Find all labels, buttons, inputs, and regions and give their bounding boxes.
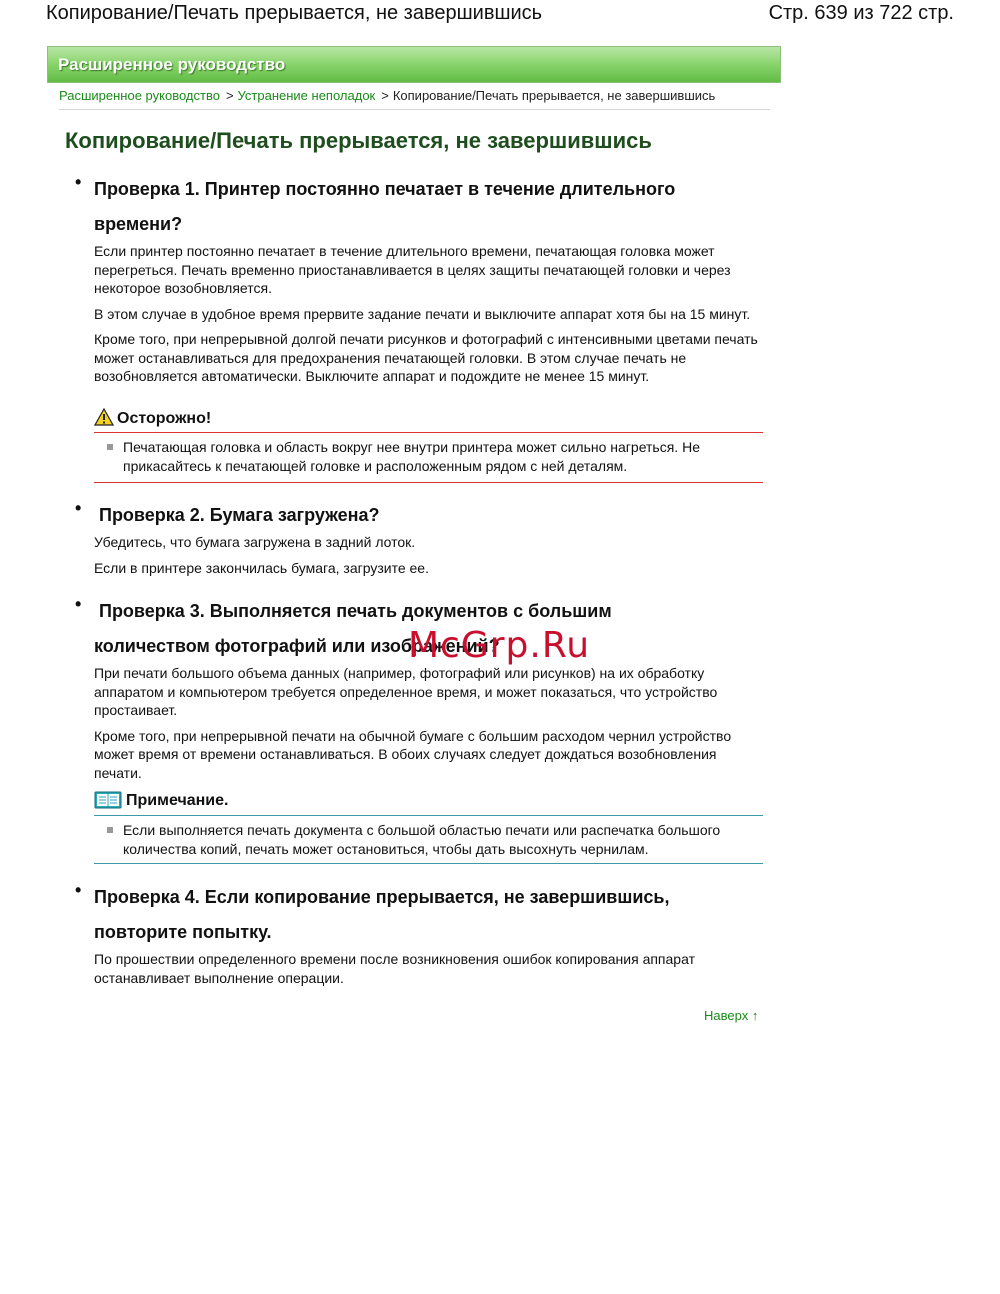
check-section-3	[75, 594, 775, 789]
book-icon	[94, 790, 122, 810]
page-title: Копирование/Печать прерывается, не завершившись	[65, 128, 652, 153]
bullet-icon: •	[75, 594, 82, 614]
check-3-paragraph-1: При печати большого объема данных (например, фотографий или рисунков) на их обработку аппаратом и компьютером требуется определенное время, и может показаться, что устройство простаивает.	[94, 665, 718, 718]
breadcrumb-separator: >	[381, 88, 389, 103]
check-2-paragraph-1: Убедитесь, что бумага загружена в задний лоток.	[94, 534, 416, 550]
check-4-title	[94, 880, 775, 950]
caution-title: Осторожно!	[117, 410, 212, 427]
check-1-title	[94, 172, 775, 242]
bullet-icon: •	[75, 880, 82, 900]
check-1-paragraph-2: В этом случае в удобное время прервите задание печати и выключите аппарат хотя бы на 15 минут.	[94, 305, 751, 322]
note-header	[94, 790, 763, 816]
page-header	[0, 0, 1000, 34]
check-3-title-line2: количеством фотографий или изображений?	[94, 636, 500, 656]
check-section-4	[75, 880, 775, 994]
square-bullet-icon	[107, 444, 113, 450]
check-1-title-line1: Проверка 1. Принтер постоянно печатает в течение длительного	[94, 179, 676, 199]
warning-icon	[94, 408, 114, 426]
check-1-title-line2: времени?	[94, 214, 183, 234]
arrow-up-icon: ↑	[751, 1008, 759, 1023]
check-2-title: Проверка 2. Бумага загружена?	[99, 505, 380, 525]
note-box	[94, 790, 763, 864]
bullet-icon: •	[75, 172, 82, 192]
check-1-paragraph-1: Если принтер постоянно печатает в течение длительного времени, печатающая головка может перегреться. Печать временно приостанавливается в целях защиты печатающей головки и через некоторое возобновляется.	[94, 243, 731, 296]
check-4-title-line1: Проверка 4. Если копирование прерывается, не завершившись,	[94, 887, 670, 907]
breadcrumb	[59, 88, 770, 110]
breadcrumb-current: Копирование/Печать прерывается, не завершившись	[392, 88, 716, 103]
caution-item	[94, 438, 763, 475]
square-bullet-icon	[107, 827, 113, 833]
check-2-paragraph-2: Если в принтере закончилась бумага, загрузите ее.	[94, 559, 429, 576]
back-to-top-label: Наверх	[704, 1008, 749, 1023]
breadcrumb-separator: >	[225, 88, 234, 103]
check-3-paragraph-2: Кроме того, при непрерывной печати на обычной бумаге с большим расходом чернил устройство может время от времени останавливаться. В обоих случаях следует дождаться возобновления печати.	[94, 727, 732, 781]
bullet-icon: •	[75, 498, 82, 518]
back-to-top-link[interactable]	[704, 1008, 758, 1023]
banner-title: Расширенное руководство	[58, 55, 286, 74]
check-4-paragraph-1: По прошествии определенного времени после возникновения ошибок копирования аппарат останавливает выполнение операции.	[94, 951, 695, 986]
document-title: Копирование/Печать прерывается, не завершившись	[46, 2, 543, 24]
caution-box	[94, 408, 763, 483]
note-text: Если выполняется печать документа с большой областью печати или распечатка большого количества копий, печать может остановиться, чтобы дать высохнуть чернилам.	[123, 822, 721, 857]
breadcrumb-link-advanced-guide[interactable]: Расширенное руководство	[59, 88, 220, 103]
manual-banner	[47, 46, 781, 83]
breadcrumb-link-troubleshooting[interactable]: Устранение неполадок	[237, 88, 376, 103]
check-4-title-line2: повторите попытку.	[94, 922, 272, 942]
watermark: McGrp.Ru	[408, 625, 591, 666]
check-section-2	[75, 498, 775, 584]
page-number: Стр. 639 из 722 стр.	[768, 2, 954, 24]
caution-text: Печатающая головка и область вокруг нее внутри принтера может сильно нагреться. Не прикасайтесь к печатающей головке и расположенным рядом с ней деталям.	[123, 439, 700, 474]
check-section-1	[75, 172, 775, 393]
check-1-paragraph-3: Кроме того, при непрерывной долгой печати рисунков и фотографий с интенсивными цветами печать может останавливаться для предохранения печатающей головки. В этом случае печать не возобновляется автоматически. Выключите аппарат и подождите не менее 15 минут.	[94, 331, 758, 384]
note-title: Примечание.	[126, 792, 229, 809]
note-item	[94, 821, 763, 858]
caution-header	[94, 408, 763, 433]
check-3-title-line1: Проверка 3. Выполняется печать документов с большим	[99, 601, 612, 621]
